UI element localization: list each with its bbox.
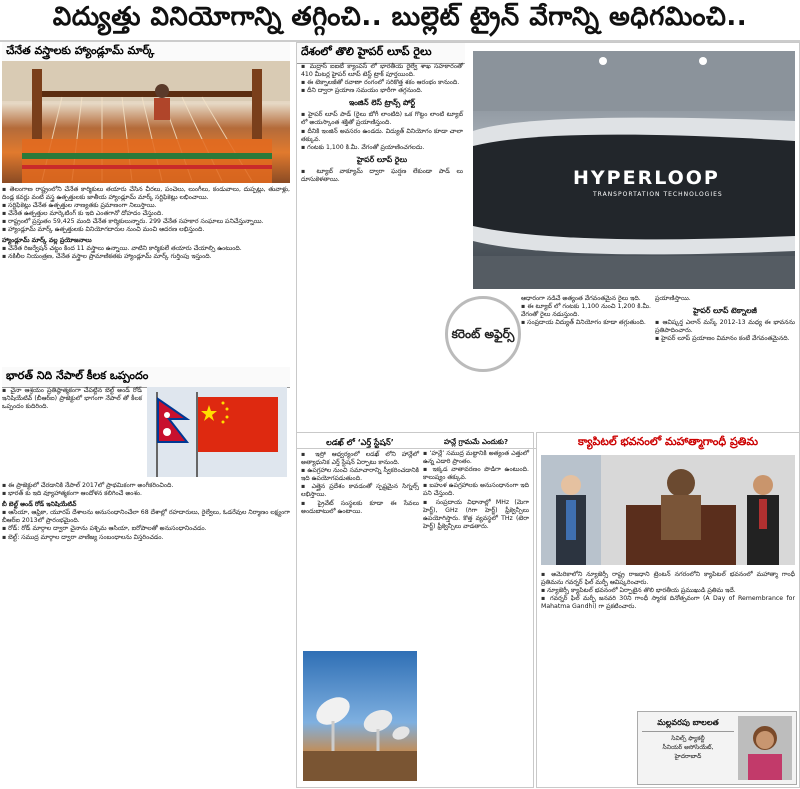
handloom-para-1: ▪ తెలంగాణ రాష్ట్రంలోని చేనేత కార్మికులు తయారు చేసిన చీరలు, పంచెలు, లుంగీలు, కండువాలు, దుప్పట్లు, తువాళ్లు, దిండ్ల కవర్లు వంటి వస్త్ర ఉత్పత్తులకు జాతీయ హ్యాండ్లూమ్ మార్క్ సర్టిఫికెట్లు లభించాయి. <box>2 186 290 202</box>
engineless-para-3: ▪ గంటకు 1,100 కి.మీ. వేగంతో ప్రయాణించగలదు. <box>301 144 463 152</box>
earth-station-para-1: ▪ ఇస్రో ఆధ్వర్యంలో లడఖ్ లోని హాన్లేలో అత్యాధునిక ఎర్త్ స్టేషన్ ఏర్పాటు కానుంది. <box>301 451 419 467</box>
hanle-why-title: హన్లే గ్రామమే ఎందుకు? <box>443 438 509 446</box>
hyperloop-tech-subheading: హైపర్ లూప్ టెక్నాలజీ <box>693 306 757 316</box>
gandhi-para-2: ▪ న్యూజెర్సీ క్యాపిటల్ భవనంలో ఏర్పాటైన తొలి భారతీయ ప్రముఖుడి ప్రతిమ ఇదే. <box>541 587 795 595</box>
author-name: మల్లవరపు బాలలత <box>642 718 734 732</box>
hyperloop-rail-subheading: హైపర్ లూప్ రైలు <box>356 154 408 164</box>
gandhi-statue-photo <box>541 455 795 565</box>
engineless-para-1: ▪ హైపర్ లూప్ పాడ్ (రైలు బోగీ లాంటిది) ఒక గొట్టం లాంటి ట్యూబ్ లో అయస్కాంత శక్తితో ప్రయాణిస్తుంది. <box>301 111 463 127</box>
hyperloop-right-para-1: ఆధారంగా నడిచే అత్యంత వేగవంతమైన రైలు ఇది. <box>521 295 641 302</box>
hyperloop-far-right-para-2: ▪ ఆవిష్కర్త ఎలాన్ మస్క్ 2012-13 మధ్య ఈ భావనను ప్రతిపాదించారు. <box>655 319 795 335</box>
handloom-para-3: ▪ చేనేత ఉత్పత్తుల మార్కెటింగ్ కు ఇది ఎంతగానో దోహదం చేస్తుంది. <box>2 210 290 218</box>
hyperloop-rail-para: ▪ ట్యూబ్ వాక్యూమ్ ద్వారా ఘర్షణ లేకుండా పాడ్ లు దూసుకెళతాయి. <box>301 168 463 184</box>
author-avatar <box>738 716 792 780</box>
bri-para-3: ▪ బెల్ట్: సముద్ర మార్గాల ద్వారా వాణిజ్య సంబంధాలను విస్తరించడం. <box>2 534 290 542</box>
hyperloop-para-3: ▪ దీని ద్వారా ప్రయాణ సమయం భారీగా తగ్గనుంది. <box>301 87 463 95</box>
hyperloop-logo: HYPERLOOP <box>573 167 720 189</box>
handloom-subheading: హ్యాండ్లూమ్ మార్క్ వల్ల ప్రయోజనాలు <box>2 236 92 244</box>
hyperloop-right-para-3: ▪ సంప్రదాయ విద్యుత్ వినియోగం కూడా తగ్గుతుంది. <box>521 319 651 327</box>
bri-para-1: ▪ ఆసియా, ఆఫ్రికా, యూరప్ దేశాలను అనుసంధానించేలా 68 దేశాల్లో రహదారులు, రైల్వేలు, ఓడరేవుల నిర్మాణం లక్ష్యంగా బీఆర్ఐ 2013లో ప్రారంభమైంది. <box>2 509 290 525</box>
hanle-para-2: ▪ ఇక్కడ వాతావరణం పొడిగా ఉంటుంది. కాలుష్యం తక్కువ. <box>423 466 529 482</box>
author-box <box>637 711 797 785</box>
gandhi-para-3: ▪ గవర్నర్ ఫిల్ మర్ఫీ జనవరి 30ని గాంధీ స్మారక దినోత్సవంగా (A Day of Remembrance for Mahatma Gandhi) గా ప్రకటించారు. <box>541 595 795 611</box>
hyperloop-right-para-2: ▪ ఈ ట్యూబ్ లో గంటకు 1,100 నుంచి 1,200 కి.మీ. వేగంతో రైలు నడుస్తుంది. <box>521 303 651 319</box>
handloom-para-5: ▪ హ్యాండ్లూమ్ మార్క్ ఉత్పత్తులకు వినియోగదారుల నుంచి మంచి ఆదరణ లభిస్తుంది. <box>2 226 290 234</box>
hanle-para-3: ▪ బహుళ ఉపగ్రహాలకు అనుసంధానంగా ఇది పని చేస్తుంది. <box>423 482 529 498</box>
earth-station-title: లడఖ్ లో ‘ఎర్త్ స్టేషన్’ <box>326 438 394 447</box>
hanle-para-4: ▪ సంప్రదాయ విధానాల్లో MHz (మెగా హెర్జ్), GHz (గిగా హెర్జ్) ఫ్రీక్వెన్సీలు ఉపయోగిస్తారు. కొత్త వ్యవస్థలో THz (టెరా హెర్జ్) ఫ్రీక్వెన్సీలు వాడతారు. <box>423 499 529 531</box>
handloom-sub-para-1: ▪ చేనేత రిజర్వేషన్ చట్టం కింద 11 వస్త్రాలు ఉన్నాయి. వాటిని కార్మికులే తయారు చేయాల్సి ఉంటుంది. <box>2 245 290 253</box>
gandhi-para-1: ▪ అమెరికాలోని న్యూజెర్సీ రాష్ట్ర రాజధాని ట్రెంటన్ నగరంలోని క్యాపిటల్ భవనంలో మహాత్మా గాంధీ ప్రతిమను గవర్నర్ ఫిల్ మర్ఫీ ఆవిష్కరించారు. <box>541 571 795 587</box>
section-title-hyperloop: దేశంలో తొలి హైపర్ లూప్ రైలు <box>297 43 465 64</box>
hanle-para-1: ▪ ‘హన్లే’ సముద్ర మట్టానికి అత్యంత ఎత్తులో ఉన్న ఎడారి ప్రాంతం. <box>423 450 529 466</box>
bri-subheading: బీ బెల్ట్ అండ్ రోడ్ ఇనిషియేటివ్ <box>2 501 77 509</box>
handloom-sub-para-2: ▪ నకిలీల నియంత్రణ, చేనేత వస్త్రాల ప్రామాణికతకు హ్యాండ్లూమ్ మార్క్ గుర్తింపు ఇస్తుంది. <box>2 253 290 261</box>
earth-station-section <box>296 432 534 788</box>
engineless-para-2: ▪ దీనికి ఇంజిన్ అవసరం ఉండదు. విద్యుత్ వినియోగం కూడా చాలా తక్కువ. <box>301 128 463 144</box>
hyperloop-photo <box>473 51 795 289</box>
bri-para-2: ▪ రోడ్: రోడ్ మార్గాల ద్వారా చైనాను పశ్చిమ ఆసియా, ఐరోపాలతో అనుసంధానించడం. <box>2 525 290 533</box>
hyperloop-far-right-para-1: ప్రయాణిస్తాయి. <box>655 295 691 302</box>
nepal-china-flags-photo <box>147 387 287 477</box>
hyperloop-para-2: ▪ ఈ టెక్నాలజీతో రవాణా రంగంలో సరికొత్త శకం ఆరంభం కానుంది. <box>301 79 463 87</box>
nepal-para-2: ▪ ఈ ప్రాజెక్టులో చేరడానికి నేపాల్ 2017లో ప్రాథమికంగా అంగీకరించింది. <box>2 482 290 490</box>
hyperloop-para-1: ▪ మద్రాస్ ఐఐటీ క్యాంపస్ లో భారతీయ రైల్వే శాఖ సహకారంతో 410 మీటర్ల హైపర్ లూప్ టెస్ట్ ట్రాక్ పూర్తయింది. <box>301 63 463 79</box>
current-affairs-badge: కరెంట్ అఫైర్స్ <box>445 296 521 372</box>
headline: విద్యుత్తు వినియోగాన్ని తగ్గించి.. బుల్లెట్ ట్రైన్ వేగాన్ని అధిగమించి.. <box>0 0 800 42</box>
nepal-para-1: ▪ చైనా ఆశ్రయం ప్రతిష్ఠాత్మకంగా చేపట్టిన బెల్ట్ అండ్ రోడ్ ఇనిషియేటివ్ (బీఆర్ఐ) ప్రాజెక్టులో భాగంగా నేపాల్ తో కీలక ఒప్పందం కుదిరింది. <box>2 387 142 411</box>
earth-station-para-2: ▪ ఉపగ్రహాల నుంచి సమాచారాన్ని స్వీకరించడానికి ఇది ఉపయోగపడుతుంది. <box>301 467 419 483</box>
nepal-para-3: ▪ భారత్ కు ఇది వ్యూహాత్మకంగా ఆందోళన కలిగించే అంశం. <box>2 490 290 498</box>
gandhi-title: క్యాపిటల్ భవనంలో మహాత్మాగాంధీ ప్రతిమ <box>537 433 799 453</box>
earth-station-para-4: ▪ ప్రైవేట్ సంస్థలకు కూడా ఈ సేవలు అందుబాటులో ఉంటాయి. <box>301 500 419 516</box>
left-column <box>2 42 290 787</box>
author-designation: సివిల్స్ ఫ్యాకల్టీ సీనియర్ అసోసియేట్, హైదరాబాద్ <box>662 735 714 760</box>
handloom-para-4: ▪ రాష్ట్రంలో ప్రస్తుతం 59,425 మంది చేనేత కార్మికులున్నారు. 299 చేనేత సహకార సంఘాలు పనిచేస్తున్నాయి. <box>2 218 290 226</box>
hyperloop-logo-sub: TRANSPORTATION TECHNOLOGIES <box>593 191 723 198</box>
earth-station-para-3: ▪ ఎత్తైన ప్రదేశం కావడంతో స్పష్టమైన సిగ్నల్స్ లభిస్తాయి. <box>301 483 419 499</box>
engineless-subheading: ఇంజిన్ లెస్ ట్రాన్స్ పోర్ట్ <box>348 98 416 108</box>
gandhi-section <box>536 432 800 788</box>
hyperloop-far-right-para-3: ▪ హైపర్ లూప్ ప్రయాణం విమానం కంటే వేగవంతమైనది. <box>655 335 795 343</box>
handloom-para-2: ▪ సర్టిఫికెట్లు చేనేత ఉత్పత్తుల నాణ్యతకు ప్రమాణంగా నిలుస్తాయి. <box>2 202 290 210</box>
hyperloop-section <box>296 42 800 449</box>
section-title-handloom: చేనేత వస్త్రాలకు హ్యాండ్లూమ్ మార్క్ <box>2 42 290 63</box>
loom-photo <box>2 61 290 183</box>
section-title-nepal: భారత్ నిది నేపాల్ కీలక ఒప్పందం <box>2 367 290 388</box>
satellite-dish-photo <box>303 651 417 781</box>
